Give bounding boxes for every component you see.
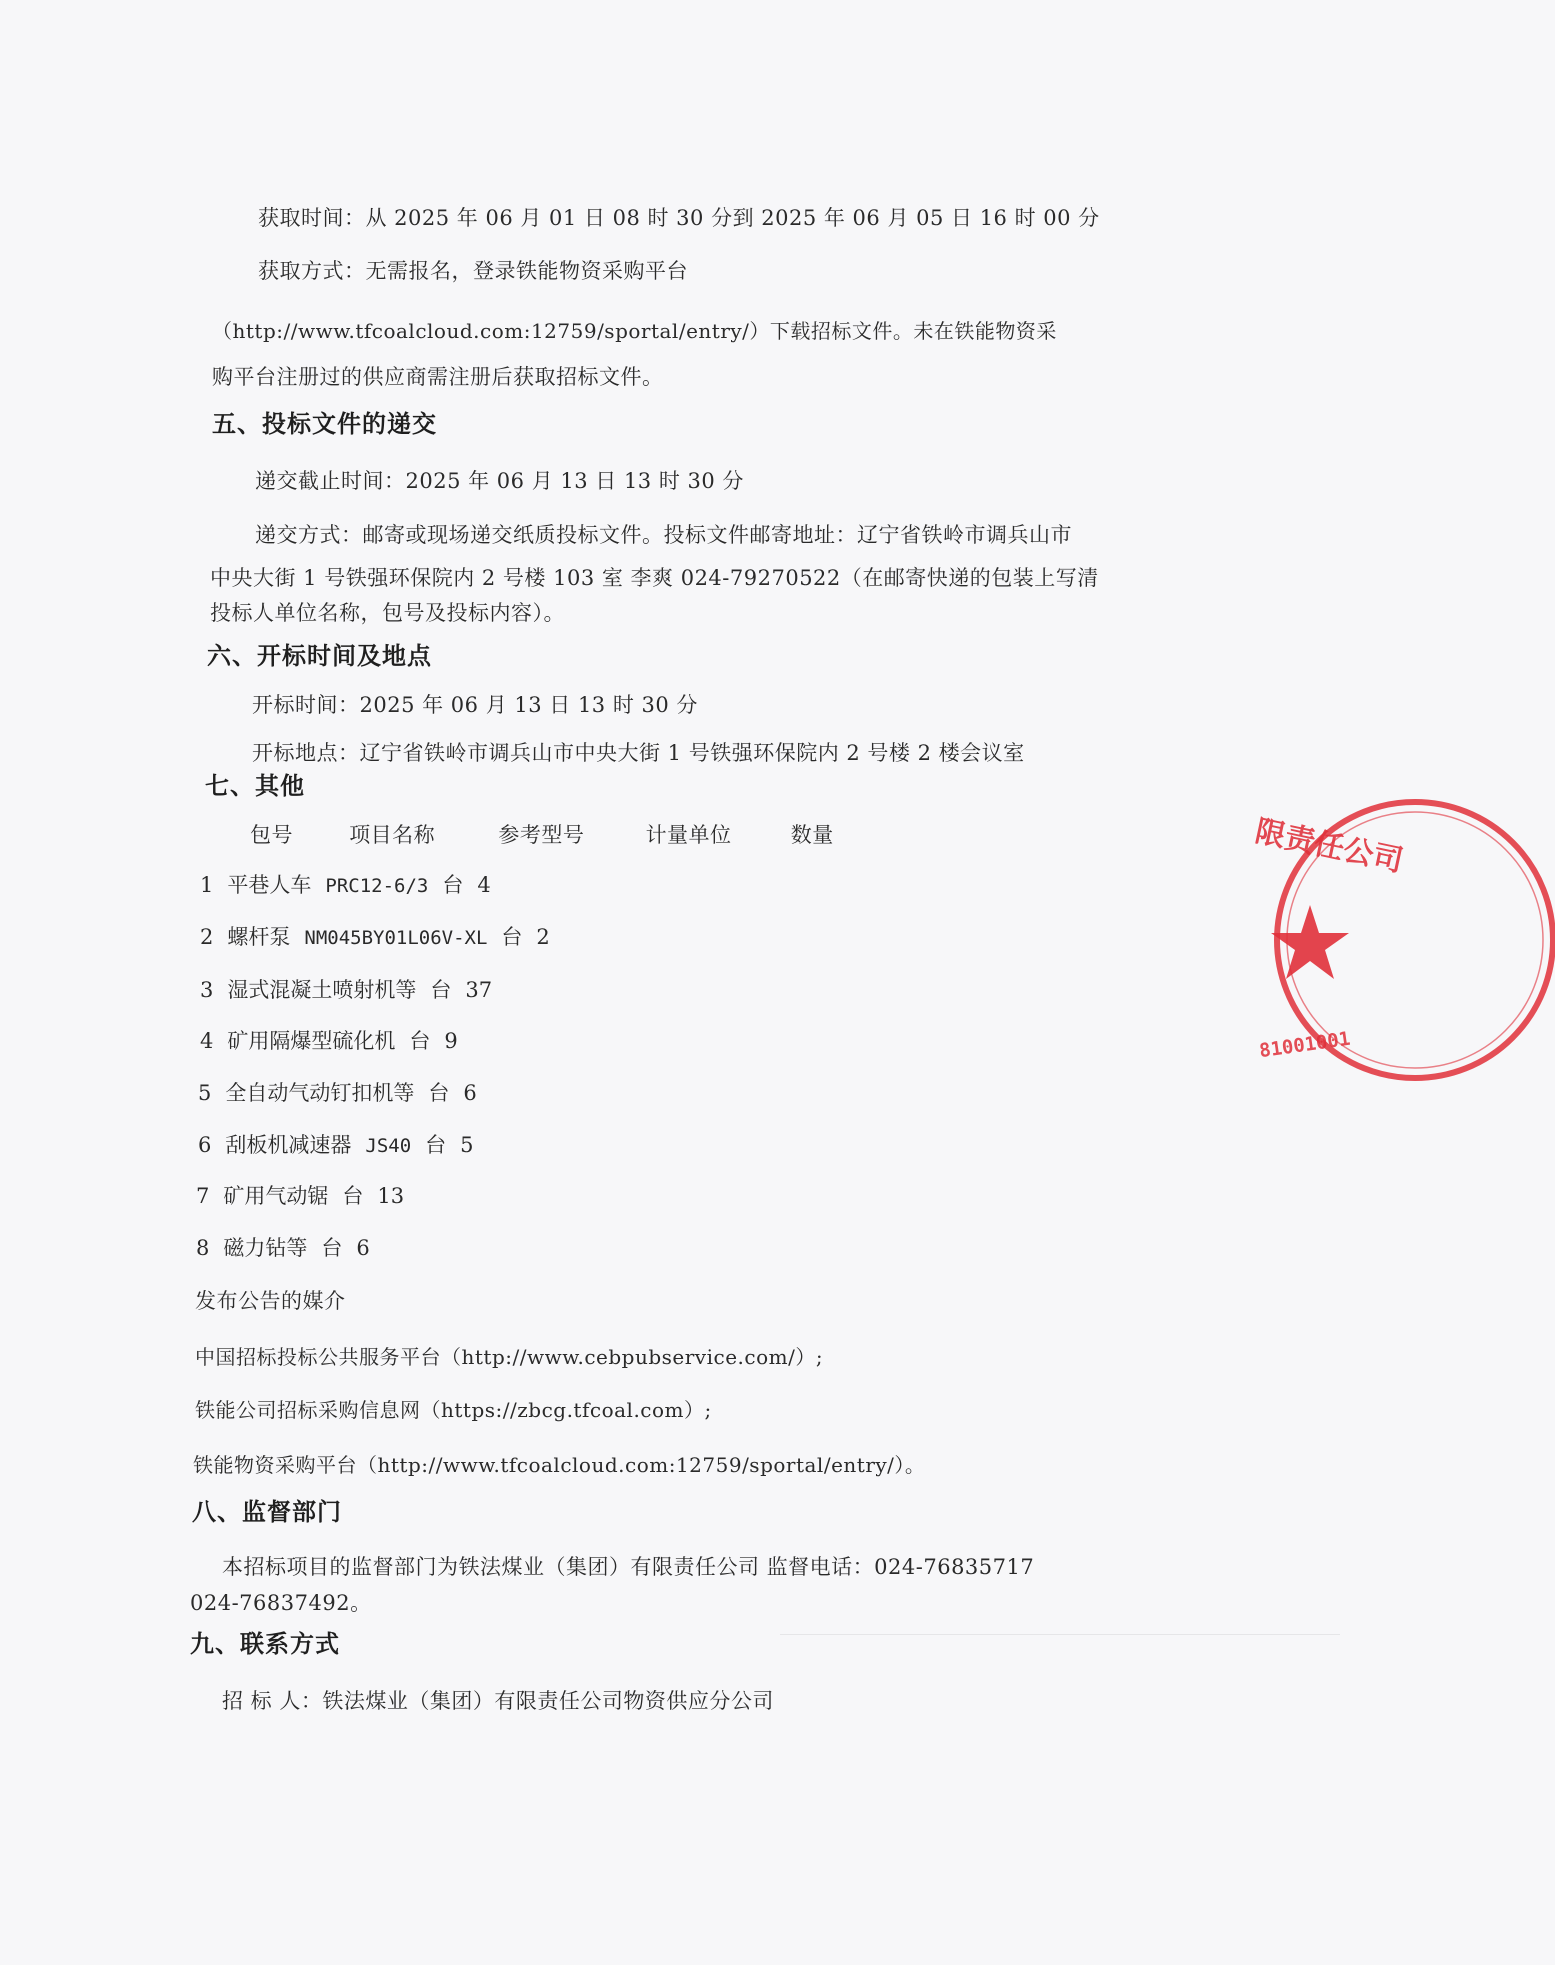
list-item: 6 刮板机减速器 JS40 台 5	[198, 1133, 474, 1157]
section-8-heading: 八、监督部门	[192, 1498, 342, 1526]
section-6-heading: 六、开标时间及地点	[207, 642, 432, 670]
col-item-name: 项目名称	[349, 823, 436, 847]
col-ref-model: 参考型号	[498, 823, 585, 847]
supervision-line1: 本招标项目的监督部门为铁法煤业（集团）有限责任公司 监督电话：024-76835717	[222, 1555, 1035, 1579]
open-place: 开标地点：辽宁省铁岭市调兵山市中央大街 1 号铁强环保院内 2 号楼 2 楼会议室	[252, 741, 1025, 765]
section-5-heading: 五、投标文件的递交	[212, 410, 437, 438]
submit-deadline: 递交截止时间：2025 年 06 月 13 日 13 时 30 分	[255, 469, 744, 493]
submit-method-line1: 递交方式：邮寄或现场递交纸质投标文件。投标文件邮寄地址：辽宁省铁岭市调兵山市	[255, 523, 1072, 547]
section-9-heading: 九、联系方式	[190, 1630, 340, 1658]
tenderer: 招 标 人：铁法煤业（集团）有限责任公司物资供应分公司	[222, 1689, 774, 1713]
company-seal	[1252, 790, 1407, 1090]
list-item: 7 矿用气动锯 台 13	[196, 1184, 405, 1208]
media-title: 发布公告的媒介	[195, 1289, 346, 1313]
seal-text-bottom: 81001001	[1257, 1027, 1352, 1063]
list-item: 1 平巷人车 PRC12-6/3 台 4	[200, 873, 491, 897]
divider	[780, 1634, 1340, 1635]
list-item: 3 湿式混凝土喷射机等 台 37	[200, 978, 493, 1002]
submit-method-line2: 中央大街 1 号铁强环保院内 2 号楼 103 室 李爽 024-79270522（在邮寄快递的包装上写清	[210, 566, 1099, 590]
list-item: 5 全自动气动钉扣机等 台 6	[198, 1081, 477, 1105]
media-tfcoalcloud: 铁能物资采购平台（http://www.tfcoalcloud.com:12759/sportal/entry/）。	[193, 1453, 926, 1477]
seal-text-top: 限责任公司	[1252, 813, 1407, 880]
acquire-note: 购平台注册过的供应商需注册后获取招标文件。	[212, 365, 664, 389]
media-zbcg: 铁能公司招标采购信息网（https://zbcg.tfcoal.com）;	[195, 1398, 712, 1422]
col-package-no: 包号	[250, 823, 293, 847]
list-item: 8 磁力钻等 台 6	[196, 1236, 370, 1260]
acquire-method: 获取方式：无需报名，登录铁能物资采购平台	[258, 259, 688, 283]
acquire-url-line: （http://www.tfcoalcloud.com:12759/sportal/entry/）下载招标文件。未在铁能物资采	[212, 319, 1057, 343]
list-item: 2 螺杆泵 NM045BY01L06V-XL 台 2	[200, 925, 550, 949]
section-7-heading: 七、其他	[205, 772, 305, 800]
acquire-time: 获取时间：从 2025 年 06 月 01 日 08 时 30 分到 2025 年 06 月 05 日 16 时 00 分	[258, 206, 1100, 230]
col-unit: 计量单位	[645, 823, 732, 847]
submit-method-line3: 投标人单位名称，包号及投标内容）。	[210, 601, 565, 625]
open-time: 开标时间：2025 年 06 月 13 日 13 时 30 分	[252, 693, 698, 717]
list-item: 4 矿用隔爆型硫化机 台 9	[200, 1029, 458, 1053]
items-header	[250, 820, 834, 850]
media-cebpubservice: 中国招标投标公共服务平台（http://www.cebpubservice.com/）;	[195, 1345, 824, 1369]
supervision-line2: 024-76837492。	[190, 1591, 372, 1615]
col-quantity: 数量	[790, 823, 834, 847]
